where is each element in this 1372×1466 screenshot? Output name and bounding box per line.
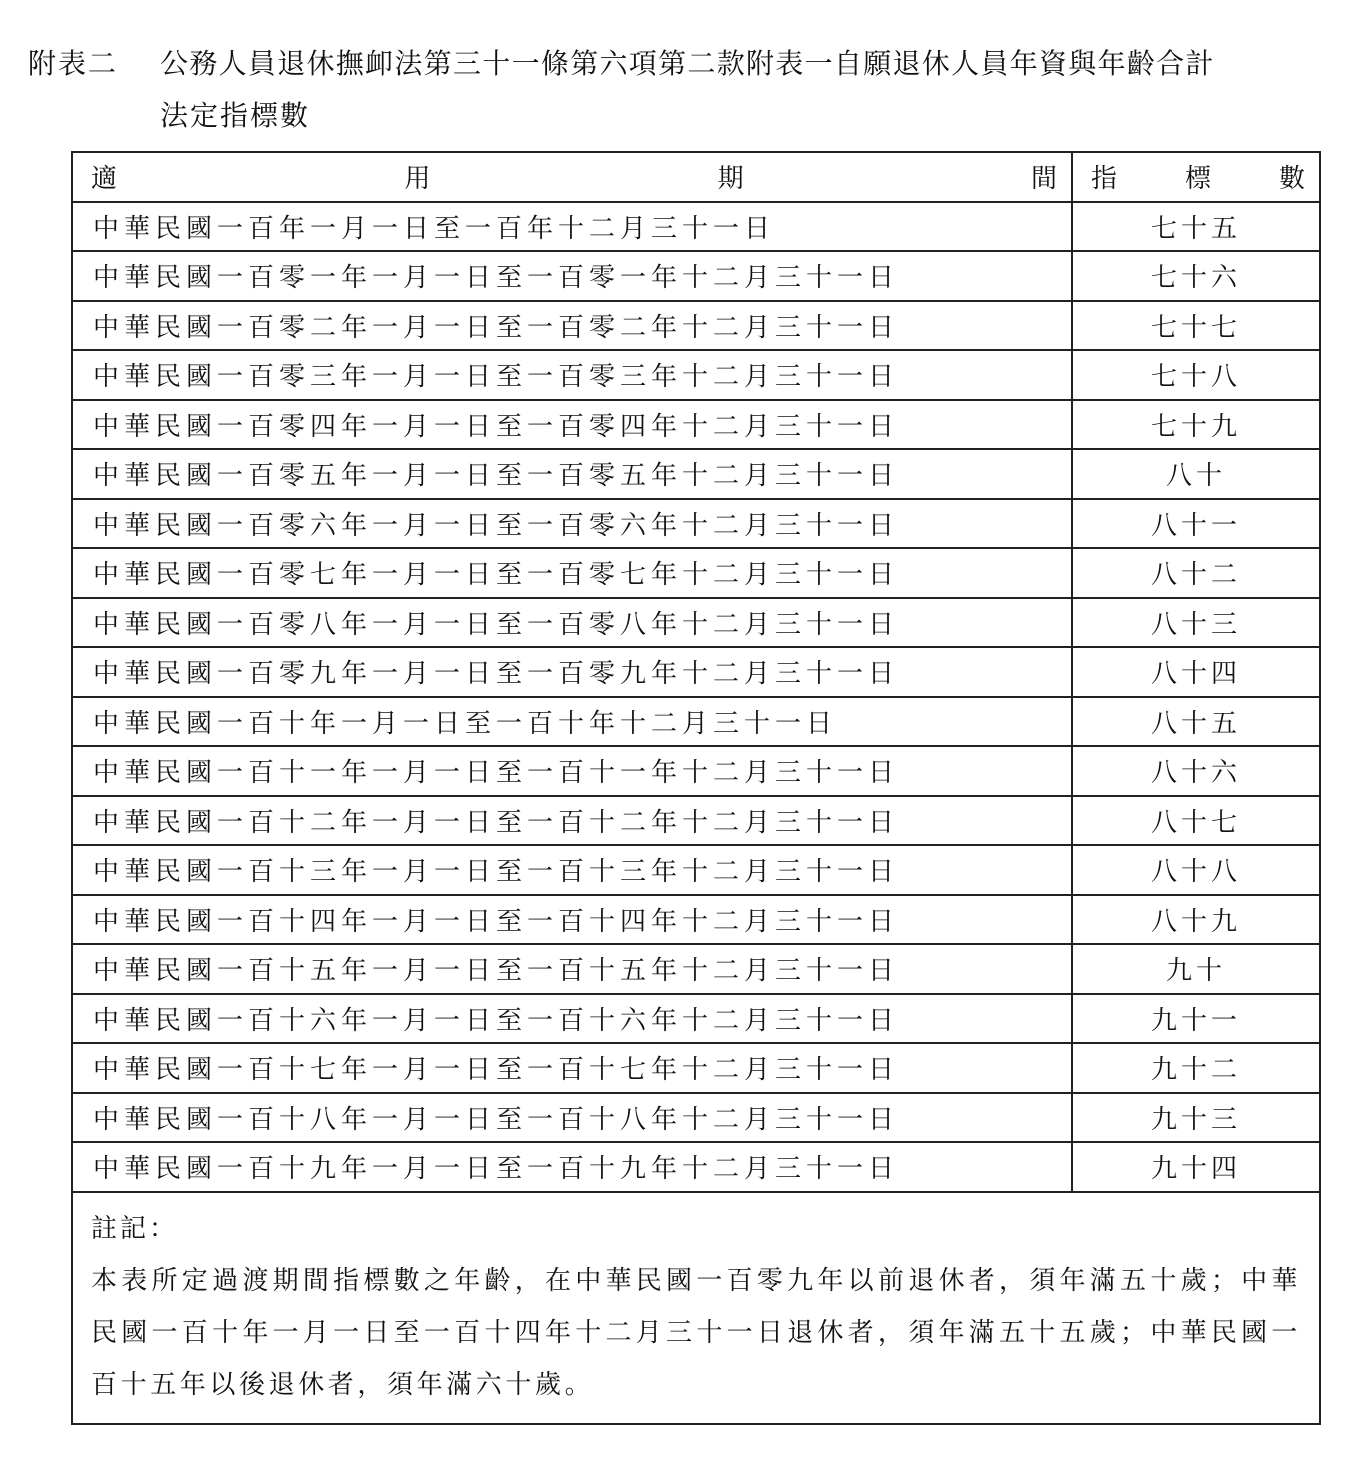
index-cell: 七十六 — [1072, 251, 1320, 301]
period-cell: 中華民國一百十六年一月一日至一百十六年十二月三十一日 — [72, 994, 1072, 1044]
table-row — [72, 301, 1320, 351]
index-cell: 八十四 — [1072, 647, 1320, 697]
table-row — [72, 400, 1320, 450]
period-cell: 中華民國一百零七年一月一日至一百零七年十二月三十一日 — [72, 548, 1072, 598]
header-period-char: 期 — [717, 164, 744, 195]
period-cell: 中華民國一百十九年一月一日至一百十九年十二月三十一日 — [72, 1142, 1072, 1192]
index-cell: 八十九 — [1072, 895, 1320, 945]
period-cell: 中華民國一百十年一月一日至一百十年十二月三十一日 — [72, 697, 1072, 747]
period-cell: 中華民國一百零二年一月一日至一百零二年十二月三十一日 — [72, 301, 1072, 351]
table-row — [72, 499, 1320, 549]
table-row — [72, 845, 1320, 895]
header-period — [72, 152, 1072, 202]
table-row — [72, 746, 1320, 796]
index-cell: 七十九 — [1072, 400, 1320, 450]
period-cell: 中華民國一百零五年一月一日至一百零五年十二月三十一日 — [72, 449, 1072, 499]
header-index — [1072, 152, 1320, 202]
table-row — [72, 202, 1320, 252]
index-cell: 八十八 — [1072, 845, 1320, 895]
table-row — [72, 251, 1320, 301]
table-header-row — [72, 152, 1320, 202]
index-cell: 八十七 — [1072, 796, 1320, 846]
period-cell: 中華民國一百零六年一月一日至一百零六年十二月三十一日 — [72, 499, 1072, 549]
header-index-char: 數 — [1278, 164, 1305, 195]
period-cell: 中華民國一百零一年一月一日至一百零一年十二月三十一日 — [72, 251, 1072, 301]
index-cell: 七十五 — [1072, 202, 1320, 252]
period-cell: 中華民國一百十四年一月一日至一百十四年十二月三十一日 — [72, 895, 1072, 945]
heading-title-line-2: 法定指標數 — [160, 99, 311, 132]
index-cell: 八十二 — [1072, 548, 1320, 598]
table-row — [72, 994, 1320, 1044]
header-period-char: 適 — [91, 164, 118, 195]
index-cell: 八十 — [1072, 449, 1320, 499]
period-cell: 中華民國一百十五年一月一日至一百十五年十二月三十一日 — [72, 944, 1072, 994]
index-cell: 九十 — [1072, 944, 1320, 994]
table-row — [72, 647, 1320, 697]
period-cell: 中華民國一百零三年一月一日至一百零三年十二月三十一日 — [72, 350, 1072, 400]
period-cell: 中華民國一百十二年一月一日至一百十二年十二月三十一日 — [72, 796, 1072, 846]
table-row — [72, 548, 1320, 598]
heading-title-line-1: 公務人員退休撫卹法第三十一條第六項第二款附表一自願退休人員年資與年齡合計 — [160, 47, 1215, 80]
index-cell: 八十五 — [1072, 697, 1320, 747]
index-cell: 八十六 — [1072, 746, 1320, 796]
header-period-char: 用 — [404, 164, 431, 195]
index-cell: 七十八 — [1072, 350, 1320, 400]
table-row — [72, 350, 1320, 400]
table-row — [72, 449, 1320, 499]
index-cell: 七十七 — [1072, 301, 1320, 351]
notes-title: 註記： — [91, 1213, 179, 1244]
period-cell: 中華民國一百十三年一月一日至一百十三年十二月三十一日 — [72, 845, 1072, 895]
notes-body: 本表所定過渡期間指標數之年齡，在中華民國一百零九年以前退休者，須年滿五十歲；中華民國一百十年一月一日至一百十四年十二月三十一日退休者，須年滿五十五歲；中華民國一百十五年以後退休者，須年滿六十歲。 — [91, 1265, 1301, 1400]
table-row — [72, 895, 1320, 945]
period-cell: 中華民國一百十七年一月一日至一百十七年十二月三十一日 — [72, 1043, 1072, 1093]
index-cell: 九十三 — [1072, 1093, 1320, 1143]
period-cell: 中華民國一百零九年一月一日至一百零九年十二月三十一日 — [72, 647, 1072, 697]
table-row — [72, 1093, 1320, 1143]
period-cell: 中華民國一百十一年一月一日至一百十一年十二月三十一日 — [72, 746, 1072, 796]
notes-cell — [72, 1192, 1320, 1424]
table-row — [72, 1043, 1320, 1093]
table-row — [72, 1142, 1320, 1192]
header-index-char: 指 — [1091, 164, 1118, 195]
table-row — [72, 944, 1320, 994]
index-cell: 九十四 — [1072, 1142, 1320, 1192]
index-table — [71, 151, 1321, 1425]
index-cell: 八十一 — [1072, 499, 1320, 549]
table-row — [72, 697, 1320, 747]
header-period-char: 間 — [1030, 164, 1057, 195]
appendix-label: 附表二 — [28, 47, 119, 80]
period-cell: 中華民國一百十八年一月一日至一百十八年十二月三十一日 — [72, 1093, 1072, 1143]
index-cell: 八十三 — [1072, 598, 1320, 648]
period-cell: 中華民國一百年一月一日至一百年十二月三十一日 — [72, 202, 1072, 252]
period-cell: 中華民國一百零八年一月一日至一百零八年十二月三十一日 — [72, 598, 1072, 648]
period-cell: 中華民國一百零四年一月一日至一百零四年十二月三十一日 — [72, 400, 1072, 450]
header-index-char: 標 — [1184, 164, 1211, 195]
index-cell: 九十二 — [1072, 1043, 1320, 1093]
index-cell: 九十一 — [1072, 994, 1320, 1044]
table-row — [72, 796, 1320, 846]
table-row — [72, 598, 1320, 648]
notes-row — [72, 1192, 1320, 1424]
